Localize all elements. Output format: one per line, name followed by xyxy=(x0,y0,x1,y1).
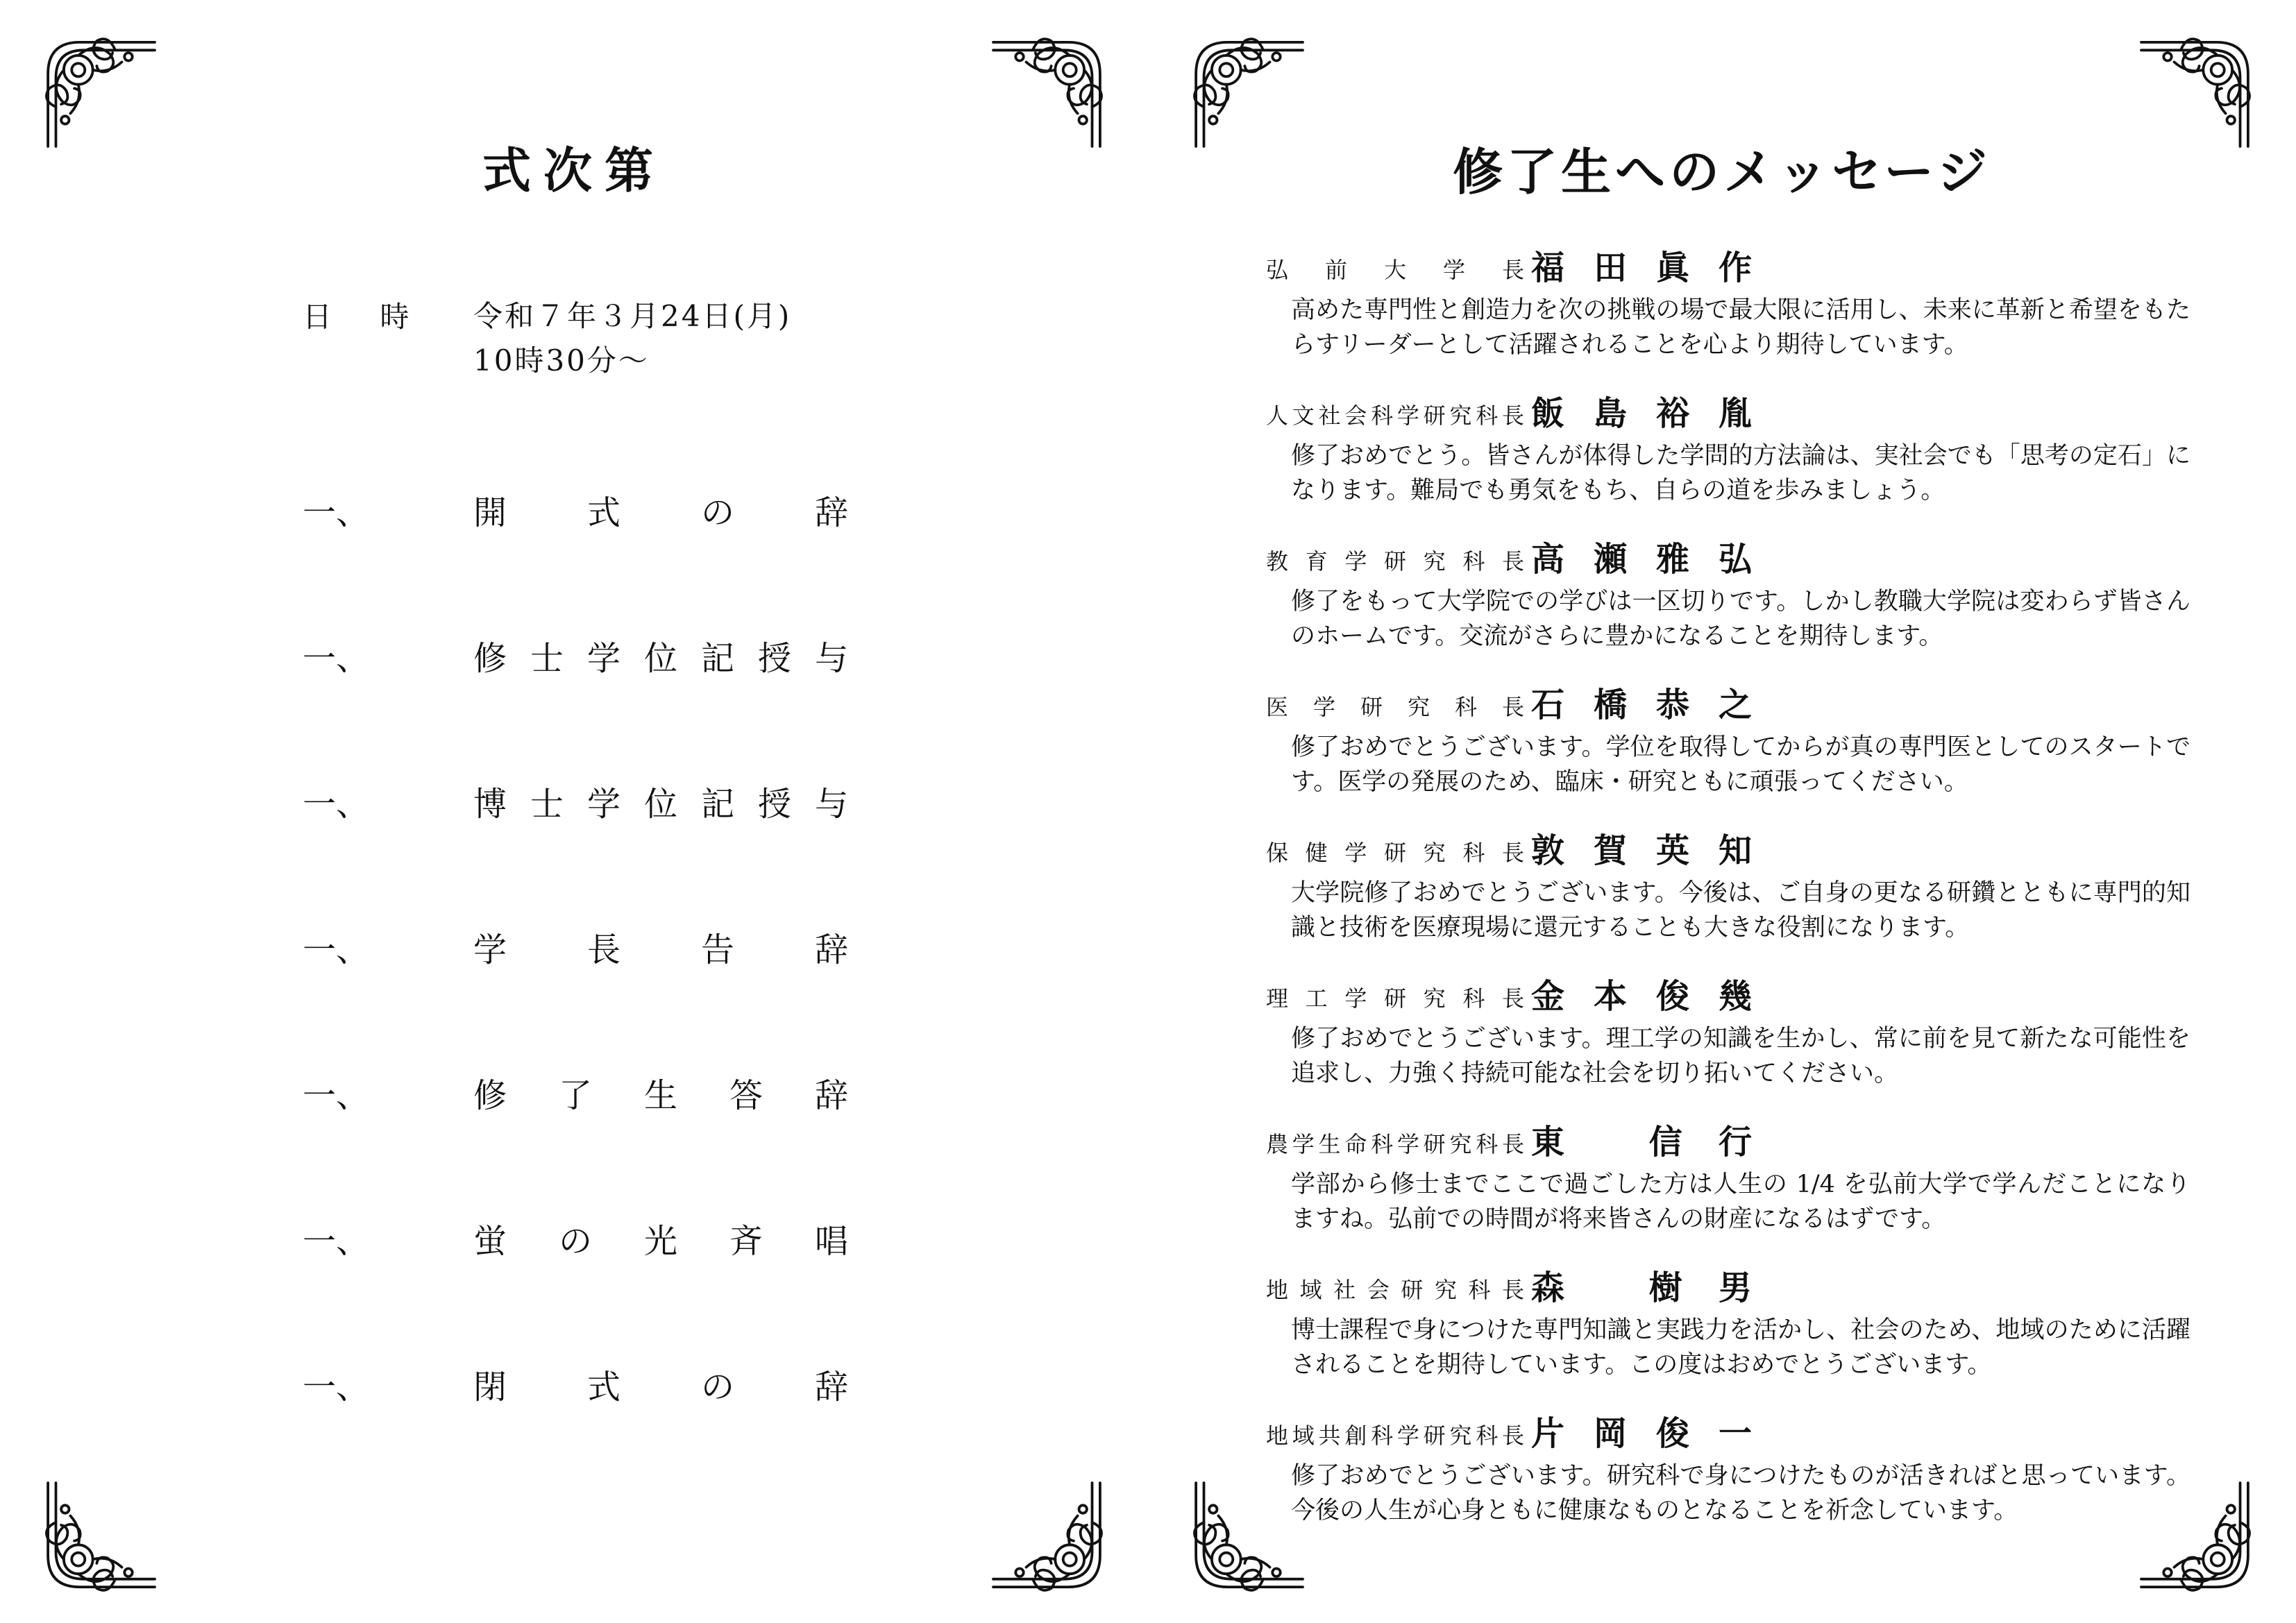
message-body: 修了おめでとうございます。研究科で身につけたものが活きればと思っています。今後の人生が心身ともに健康なものとなることを祈念しています。 xyxy=(1291,1462,2191,1524)
program-item-text: 学 長 告 辞 xyxy=(473,931,848,969)
message-role: 保健学研究科長 xyxy=(1266,840,1524,866)
program-item xyxy=(303,1069,848,1214)
message-body: 修了おめでとう。皆さんが体得した学問的方法論は、実社会でも「思考の定石」になります。難局でも勇気をもち、自らの道を歩みましょう。 xyxy=(1291,442,2191,504)
message-item xyxy=(1266,826,2231,971)
message-item xyxy=(1266,534,2231,680)
message-body: 大学院修了おめでとうございます。今後は、ご自身の更なる研鑽とともに専門的知識と技術を医療現場に還元することも大きな役割になります。 xyxy=(1291,879,2191,942)
datetime-label: 日 時 xyxy=(303,300,429,334)
message-author: 敦賀英知 xyxy=(1531,831,1752,870)
program-item xyxy=(303,1214,848,1360)
program-item xyxy=(303,777,848,923)
page-title: 式次第 xyxy=(482,142,666,199)
message-role: 農学生命科学研究科長 xyxy=(1266,1131,1524,1157)
message-list xyxy=(1266,243,2231,1554)
message-role: 地域社会研究科長 xyxy=(1266,1277,1524,1303)
message-author: 石橋恭之 xyxy=(1531,686,1752,724)
message-item xyxy=(1266,389,2231,534)
program-item-text: 修 了 生 答 辞 xyxy=(473,1076,848,1115)
message-item xyxy=(1266,1263,2231,1409)
right-page xyxy=(1148,0,2296,1623)
message-role: 理工学研究科長 xyxy=(1266,985,1524,1012)
message-body: 博士課程で身につけた専門知識と実践力を活かし、社会のため、地域のために活躍されることを期待しています。この度はおめでとうございます。 xyxy=(1291,1316,2191,1379)
message-body: 修了おめでとうございます。学位を取得してからが真の専門医としてのスタートです。医学の発展のため、臨床・研究ともに頑張ってください。 xyxy=(1291,733,2191,796)
program-item xyxy=(303,631,848,777)
message-role: 教育学研究科長 xyxy=(1266,548,1524,575)
message-body: 高めた専門性と創造力を次の挑戦の場で最大限に活用し、未来に革新と希望をもたらすリーダーとして活躍されることを心より期待しています。 xyxy=(1291,296,2191,359)
message-author: 片岡俊一 xyxy=(1531,1414,1752,1453)
message-author: 飯島裕胤 xyxy=(1531,394,1752,433)
message-item xyxy=(1266,680,2231,826)
corner-flourish-icon xyxy=(36,1470,168,1601)
message-item xyxy=(1266,1117,2231,1263)
program-item xyxy=(303,1360,848,1506)
program-item-mark: 一、 xyxy=(303,1222,370,1261)
program-item xyxy=(303,486,848,631)
program-item-text: 博士学位記授与 xyxy=(473,785,848,824)
program-item-mark: 一、 xyxy=(303,493,370,532)
message-author: 金本俊幾 xyxy=(1531,977,1752,1016)
corner-flourish-icon xyxy=(980,1470,1112,1601)
program-item-text: 閉 式 の 辞 xyxy=(473,1368,848,1407)
program-item-mark: 一、 xyxy=(303,1368,370,1407)
message-item xyxy=(1266,1409,2231,1554)
program-item-mark: 一、 xyxy=(303,1076,370,1115)
message-author: 高瀬雅弘 xyxy=(1531,540,1752,579)
message-body: 修了をもって大学院での学びは一区切りです。しかし教職大学院は変わらず皆さんのホームです。交流がさらに豊かになることを期待します。 xyxy=(1291,588,2191,650)
program-item-text: 開 式 の 辞 xyxy=(473,493,848,532)
datetime-value xyxy=(473,294,791,383)
message-author: 森 樹男 xyxy=(1531,1268,1752,1307)
program-item-text: 蛍の光斉唱 xyxy=(473,1222,848,1261)
program-item-mark: 一、 xyxy=(303,785,370,824)
message-role: 医学研究科長 xyxy=(1266,694,1524,720)
program-item xyxy=(303,923,848,1069)
program-item-text: 修士学位記授与 xyxy=(473,639,848,678)
page-title: 修了生へのメッセージ xyxy=(1453,142,1991,201)
message-item xyxy=(1266,243,2231,389)
message-role: 人文社会科学研究科長 xyxy=(1266,402,1524,429)
program-list xyxy=(303,486,848,1506)
message-body: 修了おめでとうございます。理工学の知識を生かし、常に前を見て新たな可能性を追求し、力強く持続可能な社会を切り拓いてください。 xyxy=(1291,1025,2191,1087)
program-item-mark: 一、 xyxy=(303,639,370,678)
message-role: 地域共創科学研究科長 xyxy=(1266,1422,1524,1449)
message-item xyxy=(1266,971,2231,1117)
message-author: 東 信行 xyxy=(1531,1123,1752,1162)
datetime-date: 令和７年３月24日(月) xyxy=(473,299,792,333)
message-role: 弘前大学長 xyxy=(1266,257,1524,283)
program-item-mark: 一、 xyxy=(303,931,370,969)
message-body: 学部から修士までここで過ごした方は人生の 1/4 を弘前大学で学んだことになりますね。弘前での時間が将来皆さんの財産になるはずです。 xyxy=(1291,1171,2191,1233)
message-author: 福田眞作 xyxy=(1531,248,1752,287)
datetime-time: 10時30分～ xyxy=(473,343,650,377)
